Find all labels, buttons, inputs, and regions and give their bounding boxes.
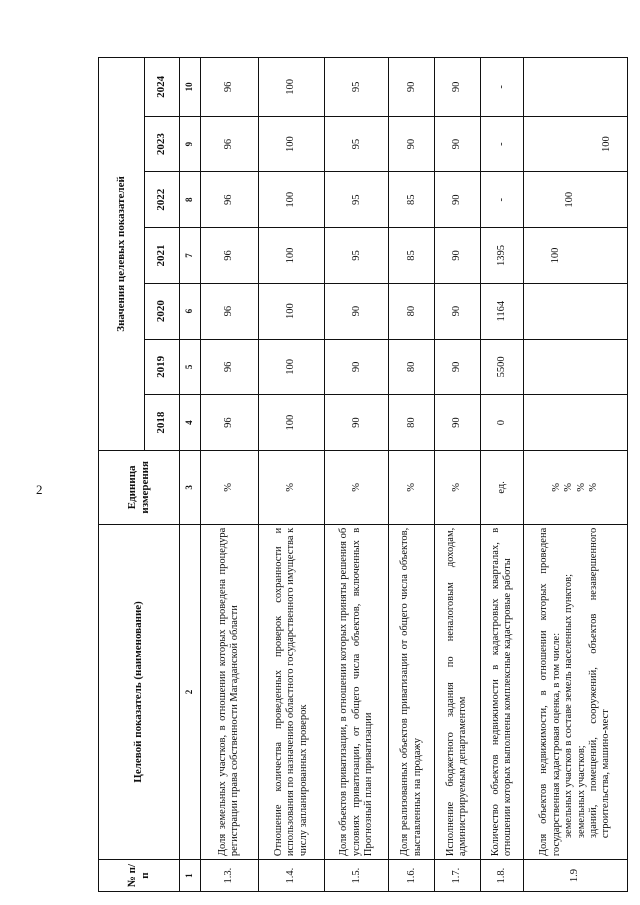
- row-unit: ед.: [480, 450, 524, 524]
- table-row: [480, 58, 524, 892]
- row-value: 100: [258, 339, 324, 395]
- row-name: Доля объектов недвижимости, в отношении которых проведена государственная кадастровая оценка, в том числе:: [538, 527, 562, 857]
- header-year: 2023: [144, 116, 179, 172]
- row-value: 96: [200, 116, 258, 172]
- row-no: 1.9: [524, 860, 628, 892]
- row-value: 95: [325, 172, 389, 228]
- row-value: 100: [524, 172, 628, 228]
- row-unit: %: [325, 450, 389, 524]
- row-value: 96: [200, 339, 258, 395]
- row-value-empty: [524, 283, 628, 339]
- col-number: 2: [179, 524, 200, 859]
- row-unit-group: [524, 450, 628, 524]
- row-unit: %: [258, 450, 324, 524]
- header-indicator: Целевой показатель (наименование): [99, 524, 180, 859]
- row-no: 1.8.: [480, 860, 524, 892]
- row-value: 100: [258, 172, 324, 228]
- row-value: 95: [325, 228, 389, 284]
- row-value: 100: [258, 58, 324, 117]
- row-value: 96: [200, 172, 258, 228]
- row-name: Доля земельных участков, в отношении которых проведена процедура регистрации права собственности Магаданской области: [200, 524, 258, 859]
- row-value: 80: [389, 283, 435, 339]
- row-unit: %: [435, 450, 481, 524]
- header-unit: Единица измерения: [99, 450, 180, 524]
- header-year: 2018: [144, 395, 179, 451]
- row-value: 90: [435, 228, 481, 284]
- row-value: 96: [200, 58, 258, 117]
- row-value: 100: [524, 228, 628, 284]
- row-value: 90: [435, 283, 481, 339]
- row-value: 0: [480, 395, 524, 451]
- row-subitem: зданий, помещений, сооружений, объектов незавершенного строительства, машино-мест: [587, 527, 612, 839]
- row-no: 1.5.: [325, 860, 389, 892]
- row-value: 96: [200, 395, 258, 451]
- row-value: 90: [435, 339, 481, 395]
- table-row: [325, 58, 389, 892]
- row-subitem: земельных участков;: [575, 745, 587, 839]
- row-name: Отношение количества проведенных проверок сохранности и использования по назначению областного государственного имущества к числу запланированных проверок: [258, 524, 324, 859]
- header-no: № п/п: [99, 860, 180, 892]
- row-value: 95: [325, 58, 389, 117]
- col-number: 5: [179, 339, 200, 395]
- table-row: [258, 58, 324, 892]
- row-value: 100: [258, 116, 324, 172]
- row-value: 90: [325, 283, 389, 339]
- row-name-group: [524, 524, 628, 859]
- row-subitem: земельных участков в составе земель населенных пунктов;: [563, 574, 575, 839]
- row-value: 1164: [480, 283, 524, 339]
- row-unit: %: [575, 482, 587, 492]
- row-value: 85: [389, 228, 435, 284]
- row-unit: %: [200, 450, 258, 524]
- col-number: 6: [179, 283, 200, 339]
- row-value: 90: [435, 116, 481, 172]
- table-row: [200, 58, 258, 892]
- row-value: 5500: [480, 339, 524, 395]
- col-number: 3: [179, 450, 200, 524]
- row-unit: %: [550, 482, 562, 492]
- col-number: 10: [179, 58, 200, 117]
- row-unit: %: [563, 482, 575, 492]
- page-number: 2: [36, 482, 43, 497]
- row-no: 1.7.: [435, 860, 481, 892]
- row-value: 100: [524, 116, 628, 172]
- row-value-empty: [524, 339, 628, 395]
- row-value: 80: [389, 339, 435, 395]
- row-value: -: [480, 172, 524, 228]
- row-name: Исполнение бюджетного задания по неналоговым доходам, администрируемым департаментом: [435, 524, 481, 859]
- row-value: 90: [435, 395, 481, 451]
- header-values-group: Значения целевых показателей: [99, 58, 145, 451]
- col-number: 4: [179, 395, 200, 451]
- column-number-row: [179, 58, 200, 892]
- col-number: 7: [179, 228, 200, 284]
- row-value: 80: [389, 395, 435, 451]
- col-number: 9: [179, 116, 200, 172]
- col-number: 1: [179, 860, 200, 892]
- row-value: 90: [325, 395, 389, 451]
- row-unit: %: [389, 450, 435, 524]
- header-year: 2022: [144, 172, 179, 228]
- row-value-empty: [524, 395, 628, 451]
- row-value: 100: [258, 228, 324, 284]
- table-frame: [98, 26, 640, 892]
- row-value: 100: [258, 395, 324, 451]
- row-name: Количество объектов недвижимости в кадастровых кварталах, в отношении которых выполнены комплексные кадастровые работы: [480, 524, 524, 859]
- row-value: -: [480, 116, 524, 172]
- row-unit: %: [587, 482, 599, 492]
- row-value: 90: [435, 172, 481, 228]
- row-value: 85: [389, 172, 435, 228]
- row-value: 96: [200, 283, 258, 339]
- row-value-empty: [524, 58, 628, 117]
- row-value: 90: [325, 339, 389, 395]
- col-number: 8: [179, 172, 200, 228]
- row-name: Доля объектов приватизации, в отношении которых приняты решения об условиях приватизации, от общего числа объектов, включенных в Прогнозный план приватизации: [325, 524, 389, 859]
- header-year: 2024: [144, 58, 179, 117]
- header-year: 2021: [144, 228, 179, 284]
- target-indicators-table: [98, 57, 628, 892]
- header-year: 2019: [144, 339, 179, 395]
- row-no: 1.6.: [389, 860, 435, 892]
- row-value: -: [480, 58, 524, 117]
- row-value: 95: [325, 116, 389, 172]
- row-value: 96: [200, 228, 258, 284]
- row-value: 90: [435, 58, 481, 117]
- row-no: 1.3.: [200, 860, 258, 892]
- row-value: 90: [389, 58, 435, 117]
- table-row: [524, 58, 628, 892]
- row-no: 1.4.: [258, 860, 324, 892]
- row-value: 1395: [480, 228, 524, 284]
- header-year: 2020: [144, 283, 179, 339]
- row-value: 90: [389, 116, 435, 172]
- row-value: 100: [258, 283, 324, 339]
- table-row: [389, 58, 435, 892]
- table-row: [435, 58, 481, 892]
- row-name: Доля реализованных объектов приватизации от общего числа объектов, выставленных на продажу: [389, 524, 435, 859]
